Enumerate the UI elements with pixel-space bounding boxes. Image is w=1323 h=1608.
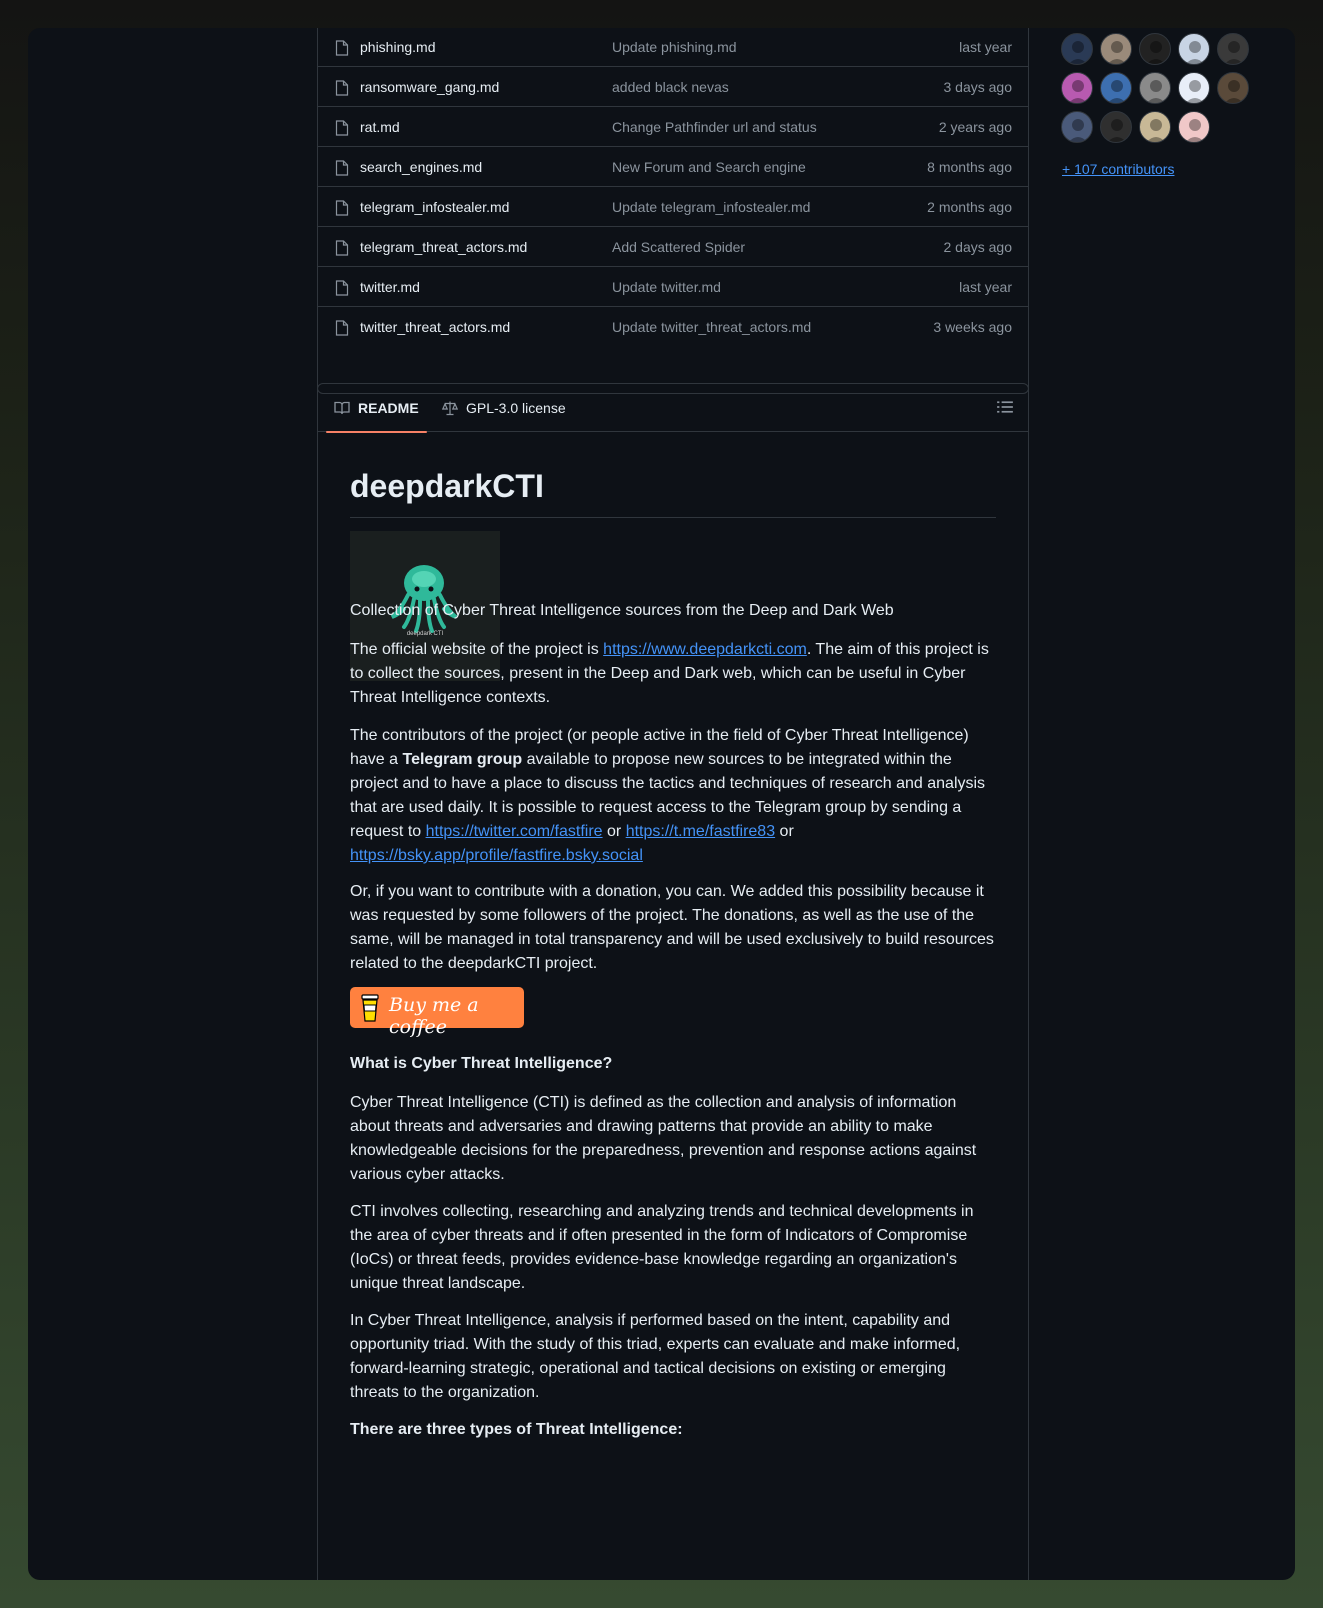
file-icon xyxy=(335,320,349,336)
contributor-avatar[interactable] xyxy=(1178,111,1210,143)
tab-license[interactable] xyxy=(442,384,566,432)
cti-analysis-paragraph: In Cyber Threat Intelligence, analysis if performed based on the intent, capability and opportunity triad. With the study of this triad, experts can evaluate and make informed, forward-learning strategic, operational and tactical decisions on existing or emerging threats to the organization. xyxy=(350,1312,961,1401)
buy-me-a-coffee-button[interactable] xyxy=(350,987,524,1038)
readme-tabs xyxy=(318,384,1028,432)
contributor-avatar[interactable] xyxy=(1217,72,1249,104)
file-row[interactable] xyxy=(318,146,1028,187)
file-row[interactable] xyxy=(318,226,1028,267)
person-icon xyxy=(1062,112,1093,143)
telegram-text-a: The contributors of the project (or people active in the field of Cyber Threat Intelligence) have a xyxy=(350,727,969,768)
intro-paragraph: Collection of Cyber Threat Intelligence sources from the Deep and Dark Web xyxy=(350,602,894,619)
commit-message[interactable]: added black nevas xyxy=(612,79,729,95)
contributor-avatar[interactable] xyxy=(1100,72,1132,104)
contributor-avatar[interactable] xyxy=(1139,33,1171,65)
tab-license-label: GPL-3.0 license xyxy=(466,400,566,416)
or-text-2: or xyxy=(775,823,794,840)
file-name[interactable]: telegram_threat_actors.md xyxy=(360,239,528,255)
commit-message[interactable]: Update twitter_threat_actors.md xyxy=(612,319,812,335)
browser-window xyxy=(28,28,1295,1580)
person-icon xyxy=(1062,73,1093,104)
file-icon xyxy=(335,80,349,96)
commit-message[interactable]: Add Scattered Spider xyxy=(612,239,746,255)
contributor-avatar[interactable] xyxy=(1061,33,1093,65)
contributors-link[interactable]: + 107 contributors xyxy=(1062,161,1175,177)
contributor-avatar[interactable] xyxy=(1139,111,1171,143)
file-name[interactable]: search_engines.md xyxy=(360,159,483,175)
buy-me-a-coffee-label: Buy me a coffee xyxy=(389,994,479,1038)
contributor-avatar[interactable] xyxy=(1061,111,1093,143)
person-icon xyxy=(1218,34,1249,65)
file-row[interactable] xyxy=(318,306,1028,347)
website-paragraph xyxy=(350,638,996,710)
file-icon xyxy=(335,240,349,256)
file-list xyxy=(317,28,1029,394)
website-link[interactable]: https://www.deepdarkcti.com xyxy=(603,641,807,658)
person-icon xyxy=(1140,73,1171,104)
person-icon xyxy=(1062,34,1093,65)
contributor-avatar[interactable] xyxy=(1100,111,1132,143)
website-text: The official website of the project is xyxy=(350,641,604,658)
coffee-cup-icon xyxy=(360,993,380,1023)
person-icon xyxy=(1101,34,1132,65)
commit-date: last year xyxy=(959,279,1012,295)
contributor-avatar[interactable] xyxy=(1061,72,1093,104)
file-name[interactable]: twitter_threat_actors.md xyxy=(360,319,511,335)
commit-message[interactable]: Update twitter.md xyxy=(612,279,721,295)
file-name[interactable]: rat.md xyxy=(360,119,400,135)
commit-date: 3 weeks ago xyxy=(933,319,1012,335)
or-text-1: or xyxy=(602,823,626,840)
commit-date: 2 months ago xyxy=(927,199,1012,215)
commit-date: 2 years ago xyxy=(938,119,1012,135)
person-icon xyxy=(1101,73,1132,104)
logo-text: deepdark CTI xyxy=(406,631,444,637)
person-icon xyxy=(1218,73,1249,104)
commit-date: 3 days ago xyxy=(943,79,1012,95)
file-row[interactable] xyxy=(318,66,1028,107)
file-name[interactable]: ransomware_gang.md xyxy=(360,79,500,95)
contributor-avatar[interactable] xyxy=(1217,33,1249,65)
heading-what-is-cti: What is Cyber Threat Intelligence? xyxy=(350,1055,613,1072)
commit-message[interactable]: Change Pathfinder url and status xyxy=(612,119,817,135)
telegram-link[interactable]: https://t.me/fastfire83 xyxy=(625,823,776,840)
donation-paragraph: Or, if you want to contribute with a donation, you can. We added this possibility because it was requested by some followers of the project. The donations, as well as the use of the same, will be managed in total transparency and will be used exclusively to build resources related to the deepdarkCTI project. xyxy=(350,883,994,972)
person-icon xyxy=(1101,112,1132,143)
commit-message[interactable]: New Forum and Search engine xyxy=(612,159,806,175)
commit-message[interactable]: Update phishing.md xyxy=(612,39,737,55)
contributor-avatar[interactable] xyxy=(1178,33,1210,65)
commit-message[interactable]: Update telegram_infostealer.md xyxy=(612,199,811,215)
website-text-after: . The aim of this project is to collect the sources, present in the Deep and Dark web, which can be useful in Cyber Threat Intelligence contexts. xyxy=(350,641,989,706)
law-icon xyxy=(442,400,458,416)
heading-three-types: There are three types of Threat Intelligence: xyxy=(350,1421,683,1438)
file-row[interactable] xyxy=(318,106,1028,147)
cti-involves-paragraph: CTI involves collecting, researching and analyzing trends and technical developments in the area of cyber threats and if often presented in the form of Indicators of Compromise (IoCs) or threat feeds, provides evidence-base knowledge regarding an organization's unique threat landscape. xyxy=(350,1203,974,1292)
book-icon xyxy=(334,400,350,416)
tab-readme[interactable] xyxy=(326,384,427,432)
file-row[interactable] xyxy=(318,266,1028,307)
file-row[interactable] xyxy=(318,28,1028,67)
person-icon xyxy=(1140,112,1171,143)
person-icon xyxy=(1140,34,1171,65)
file-name[interactable]: twitter.md xyxy=(360,279,420,295)
contributor-avatar[interactable] xyxy=(1178,72,1210,104)
file-icon xyxy=(335,280,349,296)
readme-panel xyxy=(317,383,1029,1580)
person-icon xyxy=(1179,34,1210,65)
file-name[interactable]: phishing.md xyxy=(360,39,436,55)
file-icon xyxy=(335,120,349,136)
person-icon xyxy=(1179,73,1210,104)
telegram-paragraph xyxy=(350,724,996,868)
file-icon xyxy=(335,200,349,216)
contributor-avatar[interactable] xyxy=(1139,72,1171,104)
file-icon xyxy=(335,40,349,56)
file-row[interactable] xyxy=(318,186,1028,227)
telegram-group-bold: Telegram group xyxy=(402,751,523,768)
readme-title: deepdarkCTI xyxy=(350,466,996,518)
commit-date: 8 months ago xyxy=(927,159,1012,175)
list-unordered-icon[interactable] xyxy=(996,398,1014,416)
file-name[interactable]: telegram_infostealer.md xyxy=(360,199,510,215)
contributor-avatar[interactable] xyxy=(1100,33,1132,65)
telegram-text-b: available to propose new sources to be integrated within the project and to have a place to discuss the tactics and techniques of research and analysis that are used daily. It is possible to request access to the Telegram group by sending a request to xyxy=(350,751,986,840)
file-icon xyxy=(335,160,349,176)
bsky-link[interactable]: https://bsky.app/profile/fastfire.bsky.social xyxy=(350,847,643,864)
commit-date: last year xyxy=(959,39,1012,55)
commit-date: 2 days ago xyxy=(943,239,1012,255)
person-icon xyxy=(1179,112,1210,143)
tab-readme-label: README xyxy=(358,400,419,416)
cti-definition-paragraph: Cyber Threat Intelligence (CTI) is defined as the collection and analysis of information about threats and adversaries and drawing patterns that provide an ability to make knowledgeable decisions for the preparedness, prevention and response actions against various cyber attacks. xyxy=(350,1094,977,1183)
twitter-link[interactable]: https://twitter.com/fastfire xyxy=(425,823,603,840)
